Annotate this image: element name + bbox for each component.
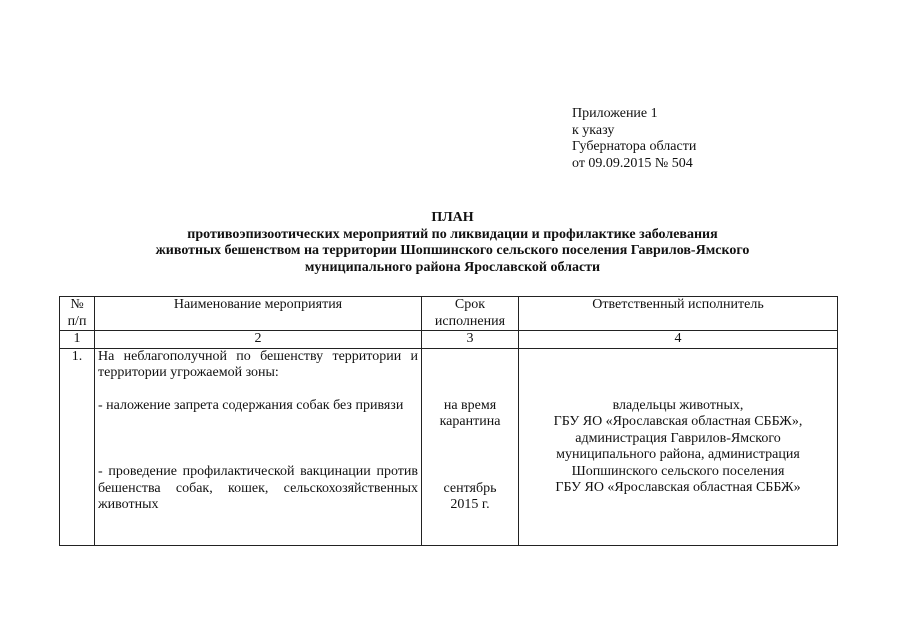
row-terms: [422, 348, 519, 545]
title-line: противоэпизоотических мероприятий по ликвидации и профилактике заболевания: [187, 226, 718, 242]
responsible-text: Шопшинского сельского поселения: [571, 463, 785, 479]
appendix-line: Губернатора области: [572, 139, 697, 154]
term-text: 2015 г.: [450, 497, 490, 512]
term-text: на время: [443, 397, 497, 413]
appendix-block: [572, 106, 696, 172]
header-text: Наименование мероприятия: [173, 297, 343, 312]
responsible-text: администрация Гаврилов-Ямского: [575, 430, 781, 446]
appendix-line: от 09.09.2015 № 504: [572, 155, 693, 171]
header-text: п/п: [67, 313, 87, 329]
responsible-text: владельцы животных,: [612, 397, 744, 413]
document-title: [60, 210, 845, 276]
responsible-text: муниципального района, администрация: [556, 447, 800, 462]
activity-item: - наложение запрета содержания собак без привязи: [98, 397, 404, 413]
column-number: 3: [422, 331, 519, 349]
header-text: исполнения: [434, 313, 506, 329]
column-number: 4: [519, 331, 838, 349]
plan-table: [59, 296, 838, 546]
table-header-row: [60, 297, 838, 331]
title-line: животных бешенством на территории Шопшинского сельского поселения Гаврилов-Ямского: [155, 243, 750, 258]
row-responsible: [519, 348, 838, 545]
term-text: сентябрь: [443, 480, 497, 496]
header-number: [60, 297, 95, 331]
table-row: [60, 348, 838, 545]
term-text: карантина: [439, 414, 501, 429]
title-heading: ПЛАН: [431, 210, 474, 225]
header-responsible: [519, 297, 838, 331]
header-text: Срок: [454, 297, 486, 312]
row-activities: [95, 348, 422, 545]
column-number-row: [60, 331, 838, 349]
header-text: №: [70, 297, 84, 312]
appendix-line: Приложение 1: [572, 106, 658, 121]
row-number: 1.: [60, 348, 95, 545]
header-term: [422, 297, 519, 331]
header-name: [95, 297, 422, 331]
title-line: муниципального района Ярославской области: [304, 259, 601, 275]
activity-intro: На неблагополучной по бешенству территории и территории угрожаемой зоны:: [98, 348, 418, 380]
header-text: Ответственный исполнитель: [592, 297, 764, 312]
column-number: 1: [60, 331, 95, 349]
activity-item: - проведение профилактической вакцинации против бешенства собак, кошек, сельскохозяйственных животных: [98, 464, 418, 512]
appendix-line: к указу: [572, 122, 615, 138]
responsible-text: ГБУ ЯО «Ярославская областная СББЖ»,: [553, 414, 803, 429]
column-number: 2: [95, 331, 422, 349]
responsible-text: ГБУ ЯО «Ярославская областная СББЖ»: [555, 480, 801, 495]
